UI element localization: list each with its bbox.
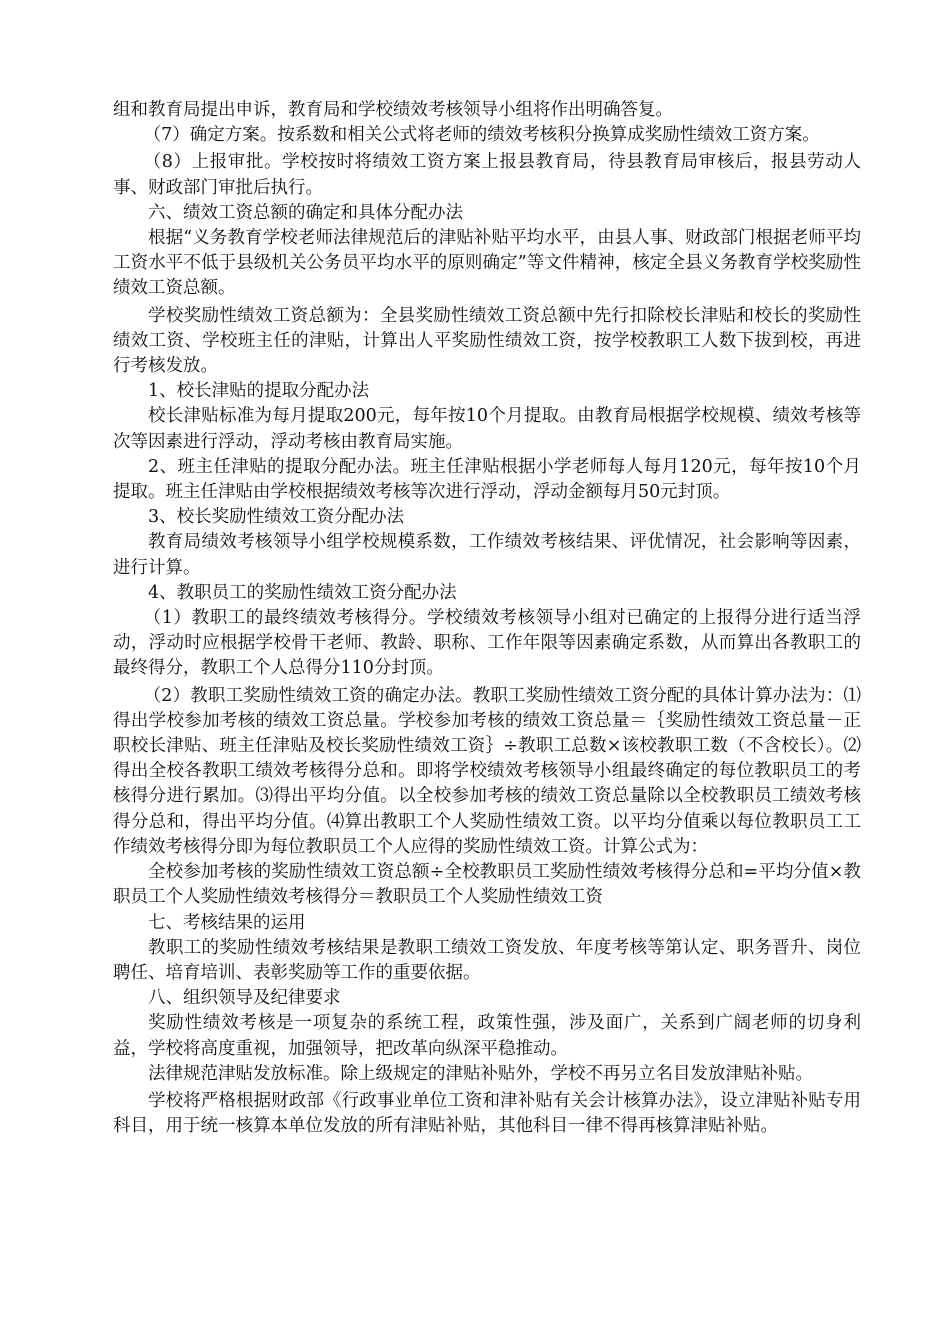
subsection-heading: 1、校长津贴的提取分配办法 <box>148 381 370 402</box>
subsection-heading: 4、教职员工的奖励性绩效工资分配办法 <box>148 582 457 603</box>
paragraph: 根据“义务教育学校老师法律规范后的津贴补贴平均水平，由县人事、财政部门根据老师平均工资水平不低于县级机关公务员平均水平的原则确定”等文件精神，核定全县义务教育学校奖励性绩效工资总额。 <box>113 228 861 299</box>
subsection-heading: 3、校长奖励性绩效工资分配办法 <box>148 507 405 528</box>
paragraph: 奖励性绩效考核是一项复杂的系统工程，政策性强，涉及面广，关系到广阔老师的切身利益，学校将高度重视，加强领导，把改革向纵深平稳推动。 <box>113 1013 861 1059</box>
paragraph: 教职工的奖励性绩效考核结果是教职工绩效工资发放、年度考核等第认定、职务晋升、岗位聘任、培育培训、表彰奖励等工作的重要依据。 <box>113 937 861 983</box>
paragraph: （1）教职工的最终绩效考核得分。学校绩效考核领导小组对已确定的上报得分进行适当浮动，浮动时应根据学校骨干老师、教龄、职称、工作年限等因素确定系数，从而算出各教职工的最终得分，教职工个人总得分110分封顶。 <box>113 608 861 679</box>
paragraph: 法律规范津贴发放标准。除上级规定的津贴补贴外，学校不再另立名目发放津贴补贴。 <box>148 1063 813 1084</box>
section-heading: 六、绩效工资总额的确定和具体分配办法 <box>148 202 463 223</box>
paragraph: 教育局绩效考核领导小组学校规模系数，工作绩效考核结果、评优情况，社会影响等因素，进行计算。 <box>113 532 861 578</box>
paragraph: 学校奖励性绩效工资总额为：全县奖励性绩效工资总额中先行扣除校长津贴和校长的奖励性绩效工资、学校班主任的津贴，计算出人平奖励性绩效工资，按学校教职工人数下拔到校，再进行考核发放。 <box>113 305 861 377</box>
section-heading: 八、组织领导及纪律要求 <box>148 988 341 1009</box>
paragraph: 组和教育局提出申诉，教育局和学校绩效考核领导小组将作出明确答复。 <box>113 100 673 120</box>
paragraph: 2、班主任津贴的提取分配办法。班主任津贴根据小学老师每人每月120元，每年按10个月提取。班主任津贴由学校根据绩效考核等次进行浮动，浮动金额每月50元封顶。 <box>113 456 861 503</box>
section-heading: 七、考核结果的运用 <box>148 912 306 933</box>
paragraph: （8）上报审批。学校按时将绩效工资方案上报县教育局，待县教育局审核后，报县劳动人事、财政部门审批后执行。 <box>113 152 861 198</box>
paragraph: 校长津贴标准为每月提取200元，每年按10个月提取。由教育局根据学校规模、绩效考核等次等因素进行浮动，浮动考核由教育局实施。 <box>113 406 861 452</box>
paragraph: 学校将严格根据财政部《行政事业单位工资和津补贴有关会计核算办法》，设立津贴补贴专用科目，用于统一核算本单位发放的所有津贴补贴，其他科目一律不得再核算津贴补贴。 <box>113 1090 861 1137</box>
paragraph: （2）教职工奖励性绩效工资的确定办法。教职工奖励性绩效工资分配的具体计算办法为：⑴得出学校参加考核的绩效工资总量。学校参加考核的绩效工资总量＝｛奖励性绩效工资总量－正职校长津贴、班主任津贴及校长奖励性绩效工资｝÷教职工总数×该校教职工数（不含校长）。⑵得出全校各教职工绩效考核得分总和。即将学校绩效考核领导小组最终确定的每位教职员工的考核得分进行累加。⑶得出平均分值。以全校参加考核的绩效工资总量除以全校教职员工绩效考核得分总和，得出平均分值。⑷算出教职工个人奖励性绩效工资。以平均分值乘以每位教职员工工作绩效考核得分即为每位教职员工个人应得的奖励性绩效工资。计算公式为： <box>113 685 861 857</box>
document-body <box>113 98 861 1139</box>
formula-paragraph: 全校参加考核的奖励性绩效工资总额÷全校教职员工奖励性绩效考核得分总和=平均分值×教职员工个人奖励性绩效考核得分＝教职员工个人奖励性绩效工资 <box>113 862 861 908</box>
paragraph: （7）确定方案。按系数和相关公式将老师的绩效考核积分换算成奖励性绩效工资方案。 <box>143 125 820 146</box>
